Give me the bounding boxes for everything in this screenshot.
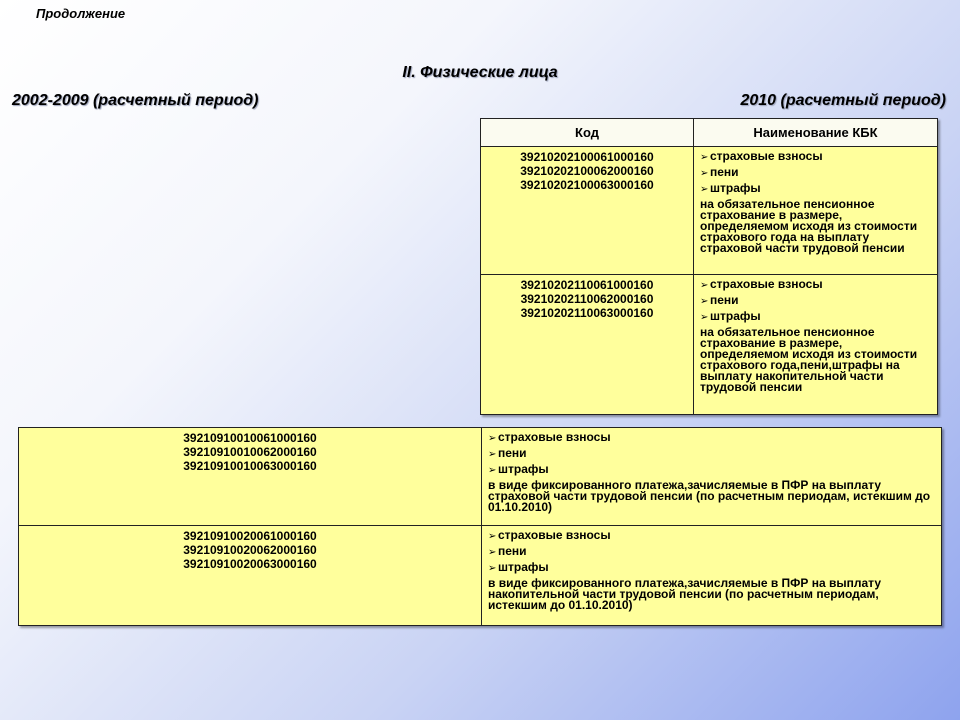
table-row: [481, 147, 938, 275]
arrow-bullet-icon: ➢: [700, 152, 709, 163]
kbk-code: 39210202110063000160: [520, 306, 654, 320]
item-label: штрафы: [498, 462, 549, 476]
code-cell: [481, 275, 694, 415]
name-cell: [482, 526, 942, 626]
kbk-table-2010: [480, 118, 938, 415]
table-row: [481, 275, 938, 415]
item-label: штрафы: [710, 181, 761, 195]
arrow-bullet-icon: ➢: [488, 563, 497, 574]
code-cell: [19, 428, 482, 526]
kbk-code: 39210202110061000160: [520, 278, 654, 292]
list-item: [488, 446, 935, 462]
arrow-bullet-icon: ➢: [700, 280, 709, 291]
item-label: страховые взносы: [710, 149, 823, 163]
list-item: [488, 560, 935, 576]
section-title: II. Физические лица: [402, 64, 558, 81]
list-item: [488, 544, 935, 560]
list-item: [488, 430, 935, 446]
kbk-description: на обязательное пенсионное страхование в размере, определяемом исходя из стоимости страхового года на выплату страховой части трудовой пенсии: [700, 197, 918, 255]
name-cell: [482, 428, 942, 526]
item-label: пени: [498, 446, 527, 460]
code-cell: [19, 526, 482, 626]
kbk-code: 39210910010062000160: [183, 445, 317, 459]
table-row: [19, 428, 942, 526]
list-item: [700, 277, 931, 293]
arrow-bullet-icon: ➢: [700, 312, 709, 323]
name-cell: [694, 147, 938, 275]
code-cell: [481, 147, 694, 275]
arrow-bullet-icon: ➢: [488, 531, 497, 542]
continuation-label: Продолжение: [36, 6, 126, 21]
list-item: [700, 181, 931, 197]
item-label: пени: [710, 293, 739, 307]
arrow-bullet-icon: ➢: [488, 449, 497, 460]
list-item: [700, 149, 931, 165]
item-label: пени: [498, 544, 527, 558]
kbk-code: 39210202100062000160: [520, 164, 654, 178]
kbk-code: 39210910010061000160: [183, 431, 317, 445]
item-label: штрафы: [710, 309, 761, 323]
item-label: страховые взносы: [710, 277, 823, 291]
arrow-bullet-icon: ➢: [700, 184, 709, 195]
period-right-label: 2010 (расчетный период): [740, 92, 946, 109]
kbk-code: 39210910010063000160: [183, 459, 317, 473]
kbk-description: в виде фиксированного платежа,зачисляемые в ПФР на выплату накопительной части трудовой пенсии (по расчетным периодам, истекшим до 01.10.2010): [488, 576, 882, 612]
name-cell: [694, 275, 938, 415]
arrow-bullet-icon: ➢: [700, 296, 709, 307]
item-label: штрафы: [498, 560, 549, 574]
kbk-description: в виде фиксированного платежа,зачисляемые в ПФР на выплату страховой части трудовой пенсии (по расчетным периодам, истекшим до 01.10.2010): [488, 478, 931, 514]
column-header-code: Код: [481, 119, 694, 147]
item-label: страховые взносы: [498, 430, 611, 444]
column-header-name: Наименование КБК: [694, 119, 938, 147]
kbk-code: 39210202100063000160: [520, 178, 654, 192]
table-row: [19, 526, 942, 626]
list-item: [488, 462, 935, 478]
arrow-bullet-icon: ➢: [488, 547, 497, 558]
list-item: [488, 528, 935, 544]
kbk-code: 39210910020062000160: [183, 543, 317, 557]
kbk-code: 39210910020061000160: [183, 529, 317, 543]
list-item: [700, 165, 931, 181]
arrow-bullet-icon: ➢: [700, 168, 709, 179]
kbk-description: на обязательное пенсионное страхование в размере, определяемом исходя из стоимости страхового года,пени,штрафы на выплату накопительной части трудовой пенсии: [700, 325, 918, 394]
list-item: [700, 309, 931, 325]
kbk-code: 39210202110062000160: [520, 292, 654, 306]
arrow-bullet-icon: ➢: [488, 433, 497, 444]
arrow-bullet-icon: ➢: [488, 465, 497, 476]
kbk-code: 39210202100061000160: [520, 150, 654, 164]
list-item: [700, 293, 931, 309]
item-label: пени: [710, 165, 739, 179]
table-header-row: [481, 119, 938, 147]
kbk-code: 39210910020063000160: [183, 557, 317, 571]
period-left-label: 2002-2009 (расчетный период): [12, 92, 259, 109]
item-label: страховые взносы: [498, 528, 611, 542]
kbk-table-fixed-payment: [18, 427, 942, 626]
